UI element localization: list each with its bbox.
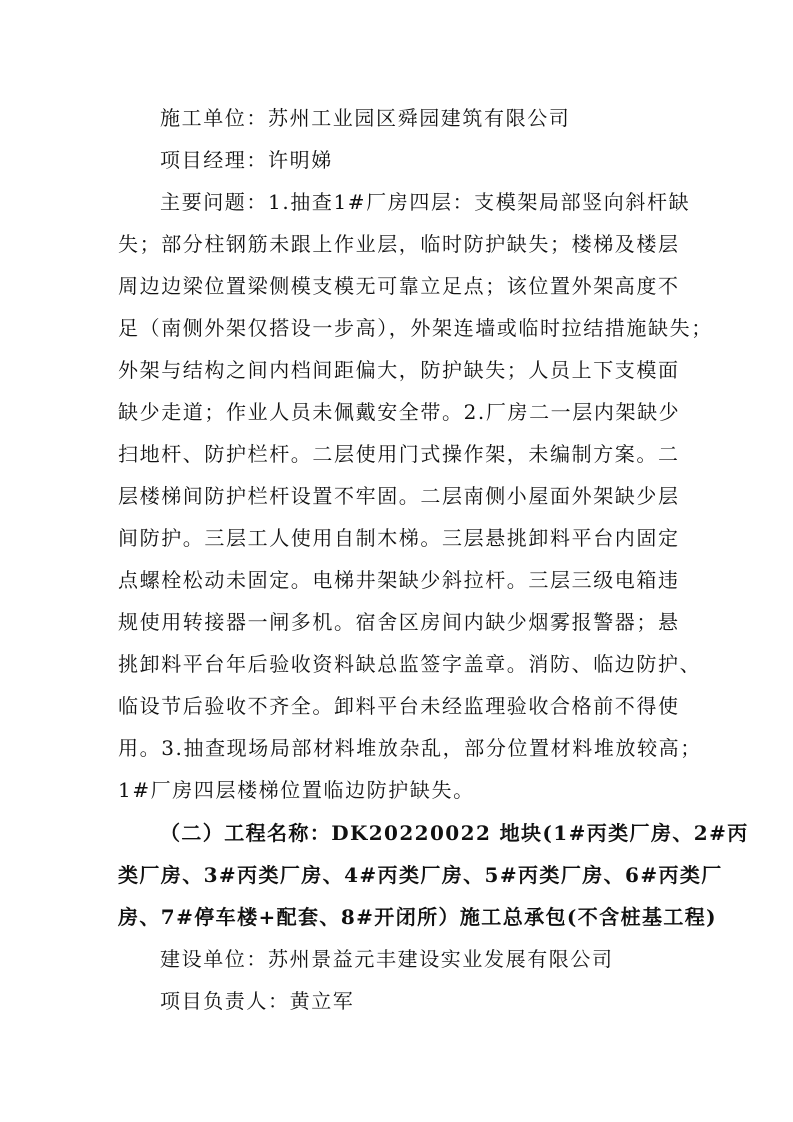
problem-line: 临设节后验收不齐全。卸料平台未经监理验收合格前不得使 (118, 694, 680, 718)
problem-line: 主要问题：1.抽查1#厂房四层：支模架局部竖向斜杆缺 (160, 190, 691, 214)
problem-line: 扫地杆、防护栏杆。二层使用门式操作架，未编制方案。二 (118, 442, 680, 466)
project-title-line: （二）工程名称：DK20220022 地块(1#丙类厂房、2#丙 (160, 821, 749, 845)
problem-line: 点螺栓松动未固定。电梯井架缺少斜拉杆。三层三级电箱违 (118, 568, 680, 592)
project-leader-line: 项目负责人：黄立军 (160, 989, 355, 1013)
construction-unit-line: 施工单位：苏州工业园区舜园建筑有限公司 (160, 106, 571, 130)
problem-line: 规使用转接器一闸多机。宿舍区房间内缺少烟雾报警器；悬 (118, 610, 680, 634)
project-manager-line: 项目经理：许明娣 (160, 148, 333, 172)
problem-line: 缺少走道；作业人员未佩戴安全带。2.厂房二一层内架缺少 (118, 400, 681, 424)
builder-unit-line: 建设单位：苏州景益元丰建设实业发展有限公司 (160, 947, 614, 971)
problem-line: 层楼梯间防护栏杆设置不牢固。二层南侧小屋面外架缺少层 (118, 484, 680, 508)
problem-line: 足（南侧外架仅搭设一步高），外架连墙或临时拉结措施缺失； (118, 316, 713, 340)
problem-line: 失；部分柱钢筋未跟上作业层，临时防护缺失；楼梯及楼层 (118, 232, 680, 256)
problem-line: 外架与结构之间内档间距偏大，防护缺失；人员上下支模面 (118, 358, 680, 382)
problem-line: 间防护。三层工人使用自制木梯。三层悬挑卸料平台内固定 (118, 526, 680, 550)
problem-line: 挑卸料平台年后验收资料缺总监签字盖章。消防、临边防护、 (118, 652, 702, 676)
problem-line: 1#厂房四层楼梯位置临边防护缺失。 (118, 778, 475, 802)
project-title-line: 房、7#停车楼+配套、8#开闭所）施工总承包(不含桩基工程) (118, 905, 718, 929)
problem-line: 用。3.抽查现场局部材料堆放杂乱，部分位置材料堆放较高； (118, 736, 702, 760)
project-title-line: 类厂房、3#丙类厂房、4#丙类厂房、5#丙类厂房、6#丙类厂 (118, 863, 723, 887)
problem-line: 周边边梁位置梁侧模支模无可靠立足点；该位置外架高度不 (118, 274, 680, 298)
